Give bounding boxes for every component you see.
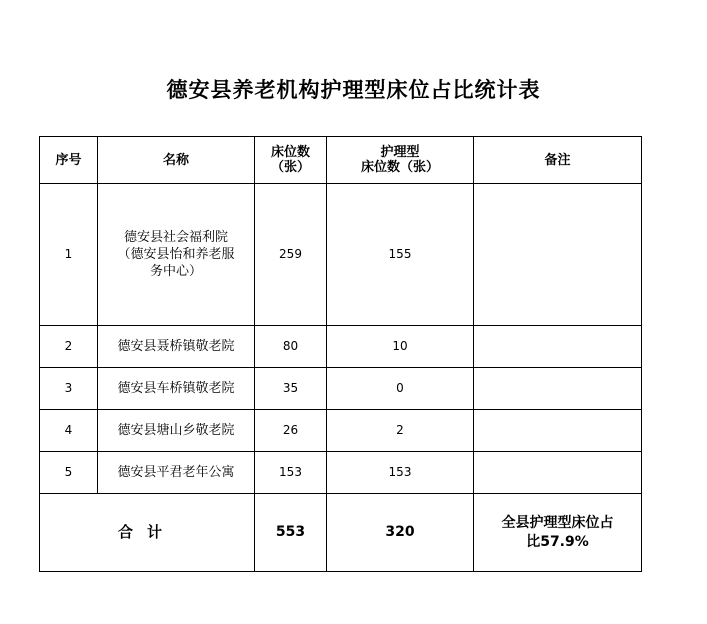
row-beds: 153: [255, 452, 327, 494]
row-note: [474, 326, 642, 368]
total-care-beds: 320: [327, 494, 474, 572]
row-note: [474, 184, 642, 326]
row-name-line3: 务中心）: [149, 264, 202, 279]
total-label: 合计: [40, 494, 255, 572]
row-care-beds: 153: [327, 452, 474, 494]
header-care-beds: [327, 137, 474, 184]
row-name: 德安县塘山乡敬老院: [98, 410, 255, 452]
document-title: 德安县养老机构护理型床位占比统计表: [166, 77, 541, 102]
row-index: 4: [40, 410, 98, 452]
row-care-beds: 10: [327, 326, 474, 368]
row-name-line1: 德安县社会福利院: [123, 230, 228, 245]
total-beds: 553: [255, 494, 327, 572]
row-index: 3: [40, 368, 98, 410]
row-index: 2: [40, 326, 98, 368]
total-note-line2: 比57.9%: [526, 533, 589, 550]
table-row: [40, 410, 642, 452]
total-row: [40, 494, 642, 572]
header-beds-line2: （张）: [270, 160, 310, 175]
row-index: 1: [40, 184, 98, 326]
row-note: [474, 410, 642, 452]
header-care-beds-line1: 护理型: [380, 145, 420, 160]
row-name: 德安县聂桥镇敬老院: [98, 326, 255, 368]
header-name: 名称: [98, 137, 255, 184]
header-index: 序号: [40, 137, 98, 184]
table-header-row: [40, 137, 642, 184]
row-note: [474, 368, 642, 410]
row-beds: 26: [255, 410, 327, 452]
row-beds: 35: [255, 368, 327, 410]
row-beds: 80: [255, 326, 327, 368]
row-name: 德安县平君老年公寓: [98, 452, 255, 494]
table-row: [40, 184, 642, 326]
header-note: 备注: [474, 137, 642, 184]
row-note: [474, 452, 642, 494]
header-beds: [255, 137, 327, 184]
bed-statistics-table: [39, 136, 642, 572]
header-care-beds-line2: 床位数（张）: [360, 160, 439, 175]
table-row: [40, 452, 642, 494]
table-row: [40, 368, 642, 410]
row-care-beds: 0: [327, 368, 474, 410]
row-name: [98, 184, 255, 326]
total-note: [474, 494, 642, 572]
total-note-line1: 全县护理型床位占: [501, 514, 614, 531]
row-care-beds: 155: [327, 184, 474, 326]
row-name: 德安县车桥镇敬老院: [98, 368, 255, 410]
row-care-beds: 2: [327, 410, 474, 452]
table-row: [40, 326, 642, 368]
row-index: 5: [40, 452, 98, 494]
row-name-line2: （德安县怡和养老服: [117, 247, 235, 262]
row-beds: 259: [255, 184, 327, 326]
header-beds-line1: 床位数: [270, 145, 310, 160]
